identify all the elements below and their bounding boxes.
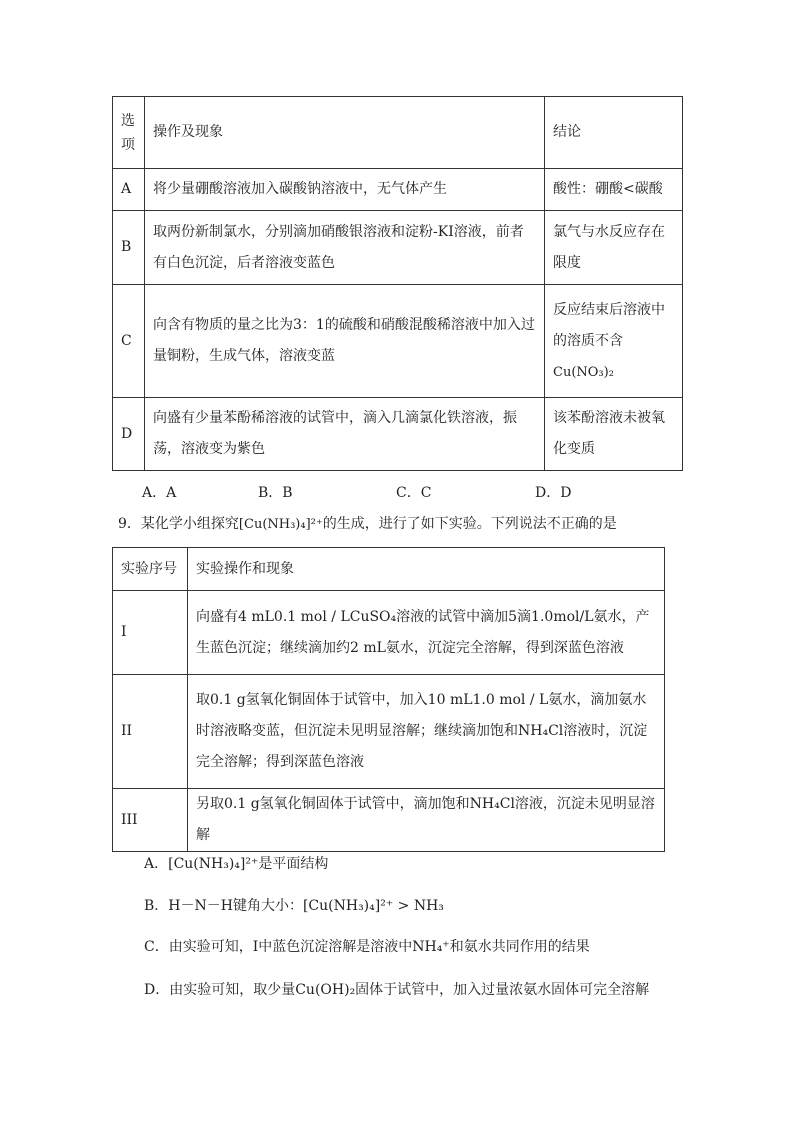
option-cell: B	[113, 211, 145, 285]
table-row	[113, 675, 665, 789]
choice-b[interactable]: B．B	[258, 485, 293, 501]
question-prefix: 9．某化学小组探究	[118, 516, 239, 532]
number-cell: III	[113, 789, 188, 852]
question-suffix: 的生成，进行了如下实验。下列说法不正确的是	[322, 516, 617, 532]
header-cell-conclusion: 结论	[545, 97, 683, 169]
table-row	[113, 285, 683, 398]
option-cell: A	[113, 169, 145, 211]
header-cell-option: 选 项	[113, 97, 145, 169]
answer-b[interactable]: B．H－N－H键角大小：[Cu(NH₃)₄]²⁺ > NH₃	[144, 898, 444, 914]
procedure-cell: 向盛有4 mL0.1 mol / LCuSO₄溶液的试管中滴加5滴1.0mol/L氨水，产生蓝色沉淀；继续滴加约2 mL氨水，沉淀完全溶解，得到深蓝色溶液	[188, 591, 665, 675]
header-cell-procedure: 实验操作和现象	[188, 548, 665, 591]
choice-a[interactable]: A．A	[142, 485, 177, 501]
table-header-row	[113, 548, 665, 591]
question9-table	[112, 547, 665, 852]
procedure-cell: 取0.1 g氢氧化铜固体于试管中，加入10 mL1.0 mol / L氨水，滴加氨水时溶液略变蓝，但沉淀未见明显溶解；继续滴加饱和NH₄Cl溶液时，沉淀完全溶解；得到深蓝色溶液	[188, 675, 665, 789]
operation-cell: 取两份新制氯水，分别滴加硝酸银溶液和淀粉-KI溶液，前者有白色沉淀，后者溶液变蓝色	[145, 211, 545, 285]
chem-formula: [Cu(NH₃)₄]²⁺	[238, 517, 323, 532]
table-header-row	[113, 97, 683, 169]
conclusion-cell: 氯气与水反应存在限度	[545, 211, 683, 285]
header-cell-number: 实验序号	[113, 548, 188, 591]
operation-cell: 向含有物质的量之比为3：1的硫酸和硝酸混酸稀溶液中加入过量铜粉，生成气体，溶液变蓝	[145, 285, 545, 398]
operation-cell: 将少量硼酸溶液加入碳酸钠溶液中，无气体产生	[145, 169, 545, 211]
answer-a[interactable]: A．[Cu(NH₃)₄]²⁺是平面结构	[144, 856, 329, 872]
number-cell: II	[113, 675, 188, 789]
question9-stem	[118, 513, 617, 533]
choice-d[interactable]: D．D	[535, 485, 572, 501]
conclusion-cell	[545, 285, 683, 398]
table-row	[113, 211, 683, 285]
conclusion-line: 反应结束后溶液中	[553, 301, 665, 318]
table-row	[113, 591, 665, 675]
answer-c[interactable]: C．由实验可知，I中蓝色沉淀溶解是溶液中NH₄⁺和氨水共同作用的结果	[144, 939, 590, 955]
answer-d[interactable]: D．由实验可知，取少量Cu(OH)₂固体于试管中，加入过量浓氨水固体可完全溶解	[144, 982, 650, 998]
option-cell: D	[113, 398, 145, 471]
table-row	[113, 169, 683, 211]
chem-formula: Cu(NO₃)₂	[553, 364, 614, 380]
conclusion-cell: 酸性：硼酸<碳酸	[545, 169, 683, 211]
operation-cell: 向盛有少量苯酚稀溶液的试管中，滴入几滴氯化铁溶液，振荡，溶液变为紫色	[145, 398, 545, 471]
choice-c[interactable]: C．C	[396, 485, 432, 501]
conclusion-cell: 该苯酚溶液未被氧化变质	[545, 398, 683, 471]
conclusion-line: 的溶质不含	[553, 332, 623, 349]
procedure-cell: 另取0.1 g氢氧化铜固体于试管中，滴加饱和NH₄Cl溶液，沉淀未见明显溶解	[188, 789, 665, 852]
header-cell-operation: 操作及现象	[145, 97, 545, 169]
question8-table	[112, 96, 683, 471]
number-cell: I	[113, 591, 188, 675]
option-cell: C	[113, 285, 145, 398]
table-row	[113, 789, 665, 852]
table-row	[113, 398, 683, 471]
